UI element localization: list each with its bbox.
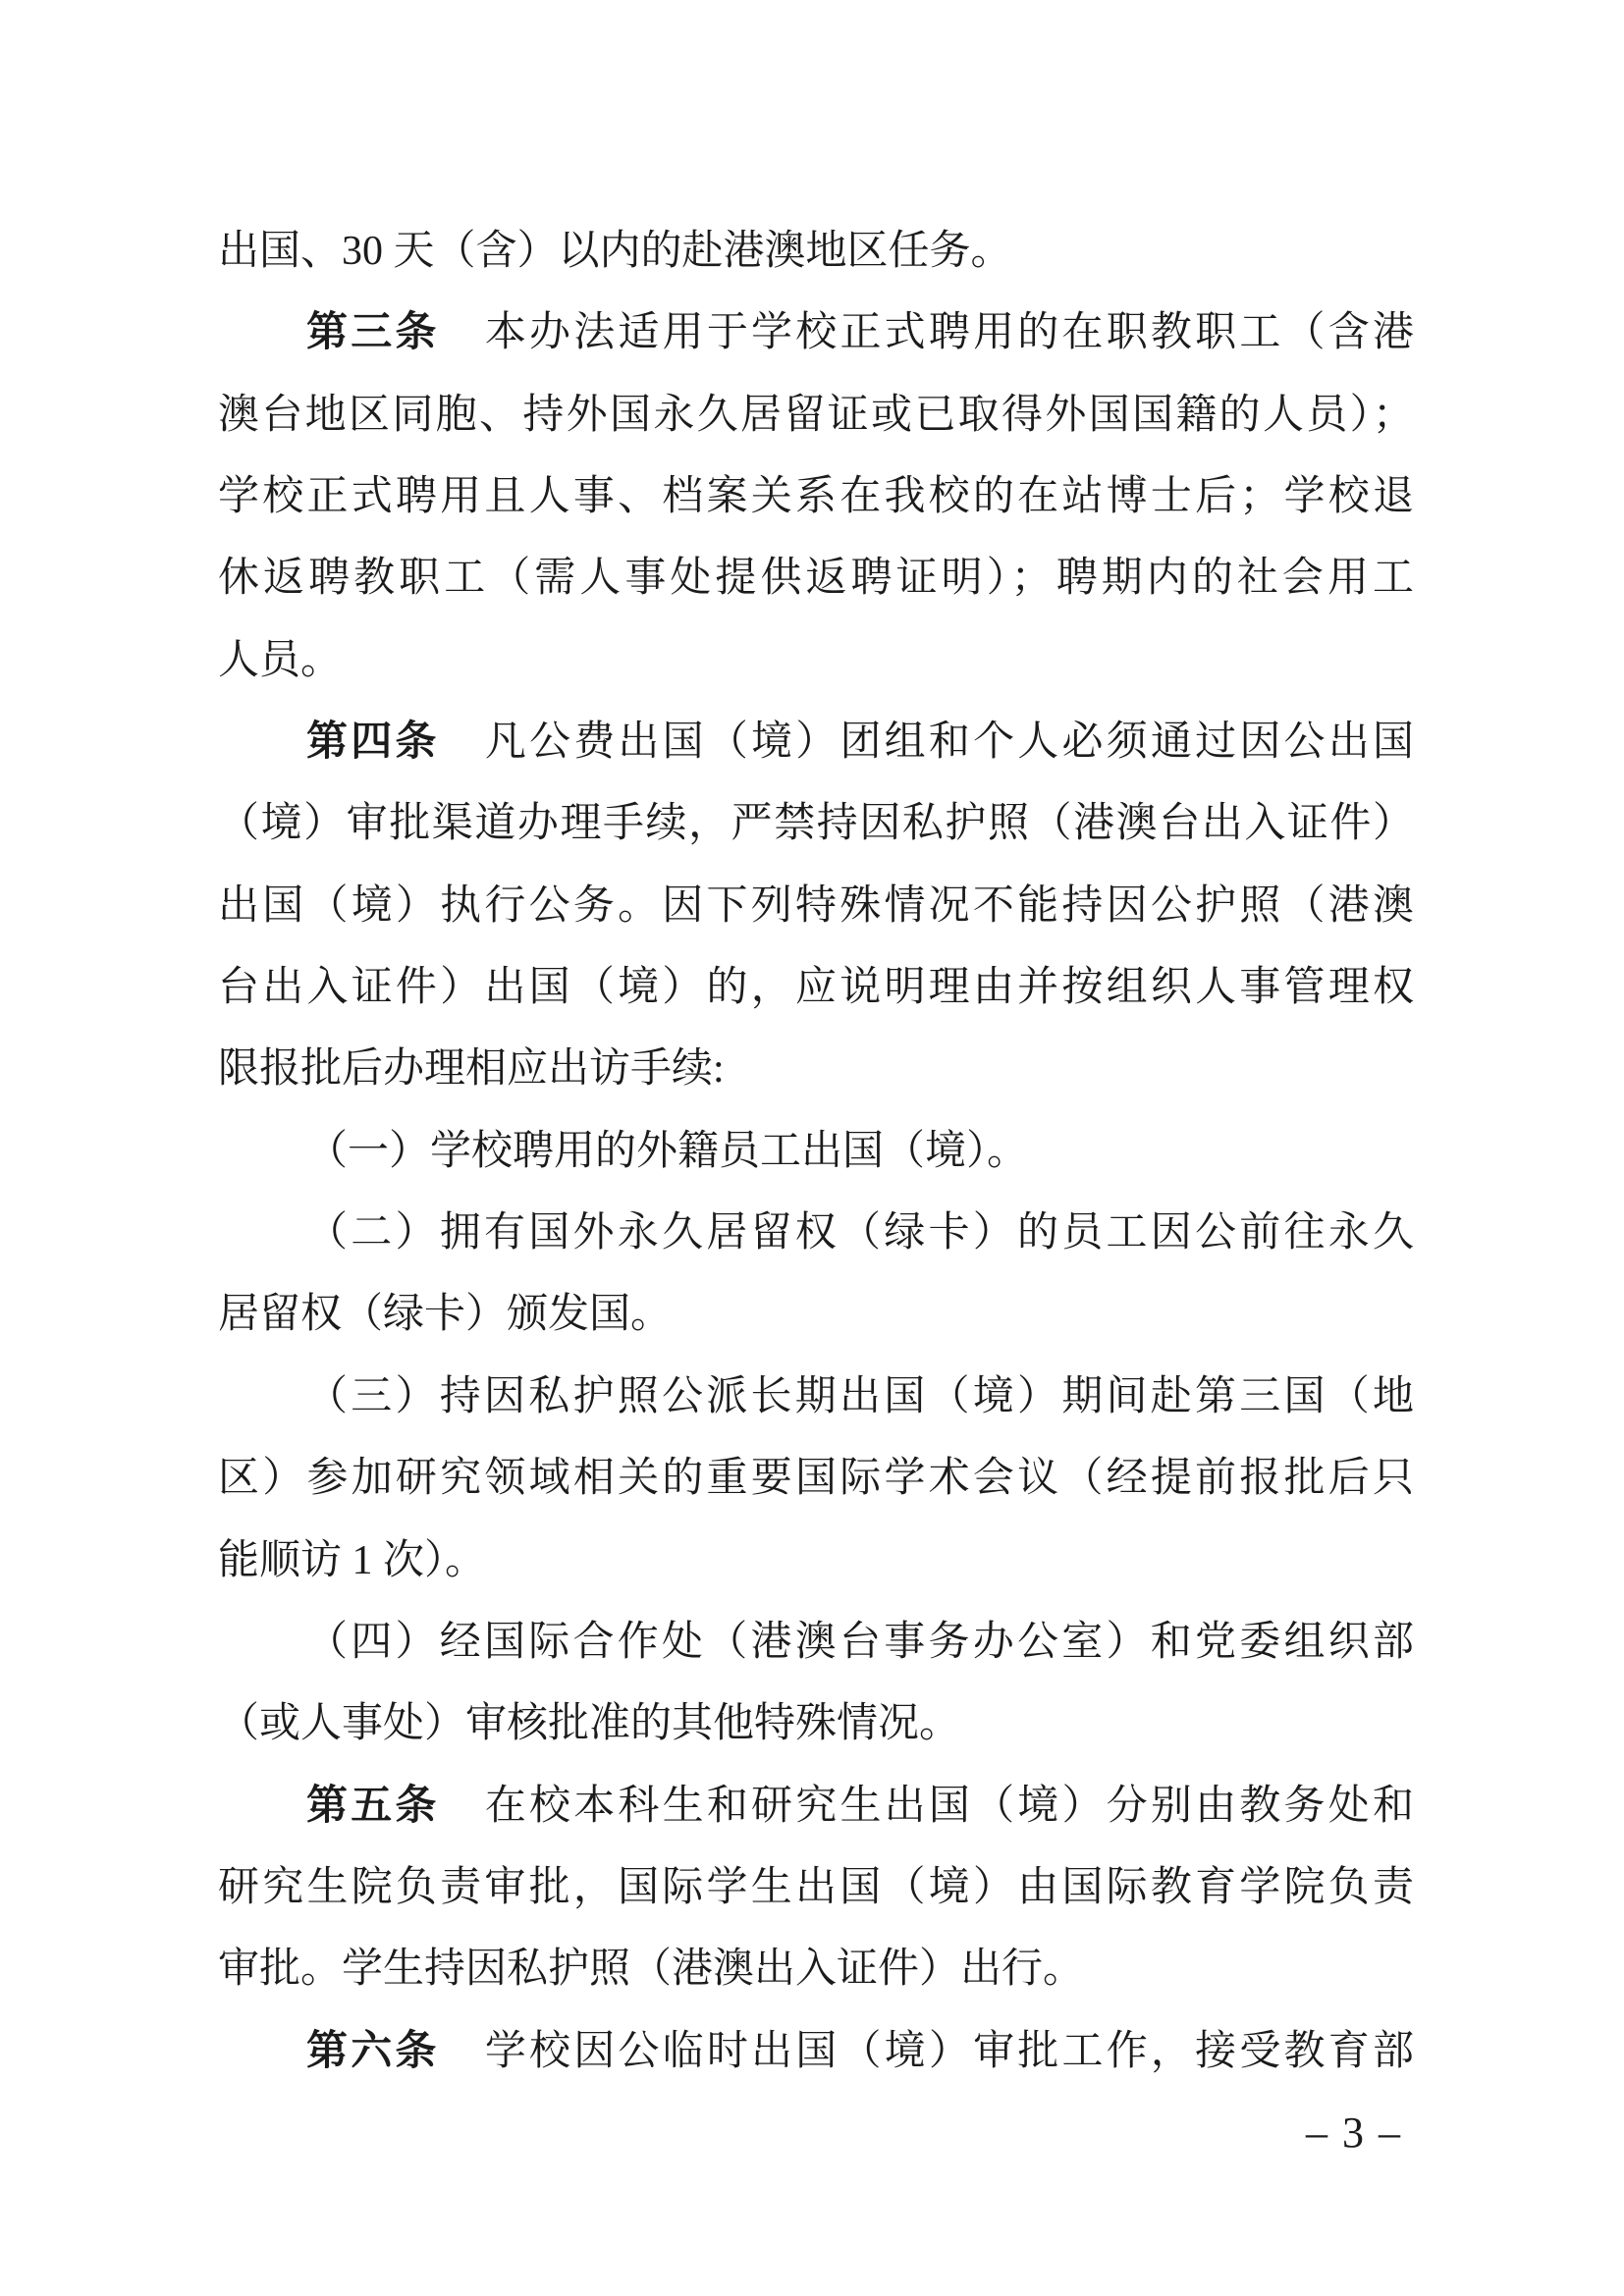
document-line bbox=[218, 866, 1414, 947]
document-line bbox=[218, 2011, 1414, 2093]
line-text: 学校正式聘用且人事、档案关系在我校的在站博士后；学校退 bbox=[218, 474, 1414, 520]
document-body bbox=[218, 211, 1414, 2093]
page-number: – 3 – bbox=[1306, 2109, 1402, 2157]
paragraph bbox=[218, 1111, 1414, 1193]
document-line bbox=[218, 1683, 1414, 1765]
document-line bbox=[218, 783, 1414, 865]
document-line bbox=[218, 1766, 1414, 1847]
article-label: 第四条 bbox=[306, 720, 440, 766]
line-text: 区）参加研究领域相关的重要国际学术会议（经提前报批后只 bbox=[218, 1456, 1414, 1502]
paragraph bbox=[218, 702, 1414, 1111]
line-text: 休返聘教职工（需人事处提供返聘证明）；聘期内的社会用工 bbox=[218, 556, 1414, 602]
article-label: 第六条 bbox=[306, 2028, 440, 2074]
line-text: 能顺访 1 次）。 bbox=[218, 1537, 487, 1583]
line-text: （二）拥有国外永久居留权（绿卡）的员工因公前往永久 bbox=[306, 1210, 1414, 1256]
paragraph bbox=[218, 1766, 1414, 2011]
document-line bbox=[218, 1929, 1414, 2010]
line-text: （三）持因私护照公派长期出国（境）期间赴第三国（地 bbox=[306, 1373, 1414, 1419]
document-line bbox=[218, 947, 1414, 1029]
paragraph bbox=[218, 2011, 1414, 2093]
line-text: 人员。 bbox=[218, 637, 343, 683]
document-line bbox=[218, 1847, 1414, 1929]
document-line bbox=[218, 702, 1414, 783]
document-line bbox=[218, 211, 1414, 293]
document-line bbox=[218, 375, 1414, 456]
article-label: 第五条 bbox=[306, 1783, 440, 1829]
document-line bbox=[218, 293, 1414, 374]
document-line bbox=[218, 538, 1414, 619]
line-text: 研究生院负责审批，国际学生出国（境）由国际教育学院负责 bbox=[218, 1864, 1414, 1910]
line-text: 学校因公临时出国（境）审批工作，接受教育部 bbox=[484, 2028, 1414, 2074]
document-line bbox=[218, 1357, 1414, 1438]
line-text: 审批。学生持因私护照（港澳出入证件）出行。 bbox=[218, 1947, 1085, 1993]
document-line bbox=[218, 1521, 1414, 1602]
line-text: （或人事处）审核批准的其他特殊情况。 bbox=[218, 1701, 961, 1747]
article-label: 第三条 bbox=[306, 310, 440, 356]
line-text: 居留权（绿卡）颁发国。 bbox=[218, 1292, 673, 1338]
line-text: 在校本科生和研究生出国（境）分别由教务处和 bbox=[484, 1783, 1414, 1829]
document-line bbox=[218, 1274, 1414, 1356]
line-text: 凡公费出国（境）团组和个人必须通过因公出国 bbox=[484, 720, 1414, 766]
line-text: 出国（境）执行公务。因下列特殊情况不能持因公护照（港澳 bbox=[218, 882, 1414, 929]
line-text: 澳台地区同胞、持外国永久居留证或已取得外国国籍的人员）； bbox=[218, 392, 1414, 438]
line-text: （四）经国际合作处（港澳台事务办公室）和党委组织部 bbox=[306, 1619, 1414, 1665]
document-line bbox=[218, 1602, 1414, 1683]
paragraph bbox=[218, 293, 1414, 702]
paragraph bbox=[218, 1602, 1414, 1766]
document-line bbox=[218, 1111, 1414, 1193]
line-text: 台出入证件）出国（境）的，应说明理由并按组织人事管理权 bbox=[218, 965, 1414, 1011]
line-text: 限报批后办理相应出访手续: bbox=[218, 1046, 725, 1093]
line-text: （一）学校聘用的外籍员工出国（境）。 bbox=[306, 1128, 1029, 1174]
document-line bbox=[218, 1029, 1414, 1110]
document-line bbox=[218, 1438, 1414, 1520]
line-text: 出国、30 天（含）以内的赴港澳地区任务。 bbox=[218, 229, 1012, 274]
document-line bbox=[218, 456, 1414, 538]
line-text: （境）审批渠道办理手续，严禁持因私护照（港澳台出入证件） bbox=[218, 801, 1414, 847]
document-line bbox=[218, 620, 1414, 702]
paragraph bbox=[218, 211, 1414, 293]
paragraph bbox=[218, 1357, 1414, 1602]
document-line bbox=[218, 1193, 1414, 1274]
line-text: 本办法适用于学校正式聘用的在职教职工（含港 bbox=[484, 310, 1414, 356]
paragraph bbox=[218, 1193, 1414, 1357]
